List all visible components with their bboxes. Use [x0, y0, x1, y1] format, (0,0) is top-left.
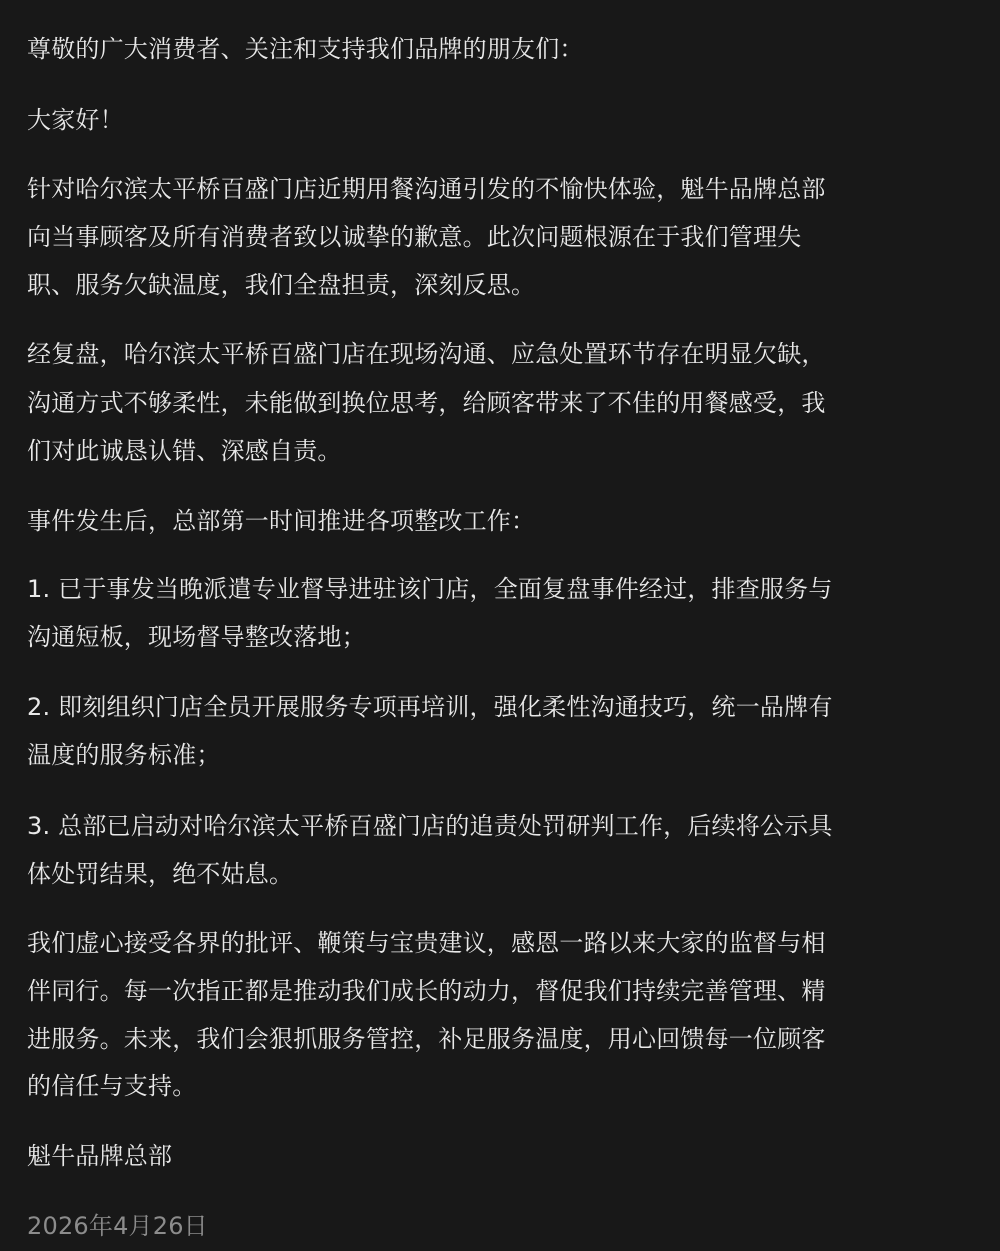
paragraph-4-line-3: 进服务。未来，我们会狠抓服务管控，补足服务温度，用心回馈每一位顾客	[27, 1025, 826, 1053]
paragraph-3-line: 事件发生后，总部第一时间推进各项整改工作：	[27, 507, 536, 535]
paragraph-2-line-2: 沟通方式不够柔性，未能做到换位思考，给顾客带来了不佳的用餐感受，我	[27, 389, 826, 417]
paragraph-4-line-4: 的信任与支持。	[27, 1072, 197, 1100]
item-3-line-1: 3. 总部已启动对哈尔滨太平桥百盛门店的追责处罚研判工作，后续将公示具	[27, 812, 833, 840]
item-1-line-2: 沟通短板，现场督导整改落地；	[27, 623, 366, 651]
paragraph-4-line-1: 我们虚心接受各界的批评、鞭策与宝贵建议，感恩一路以来大家的监督与相	[27, 929, 826, 957]
paragraph-2-line-1: 经复盘，哈尔滨太平桥百盛门店在现场沟通、应急处置环节存在明显欠缺，	[27, 340, 826, 368]
paragraph-1-line-1: 针对哈尔滨太平桥百盛门店近期用餐沟通引发的不愉快体验，魁牛品牌总部	[27, 175, 826, 203]
item-3-line-2: 体处罚结果，绝不姑息。	[27, 860, 294, 888]
item-2-line-1: 2. 即刻组织门店全员开展服务专项再培训，强化柔性沟通技巧，统一品牌有	[27, 693, 833, 721]
paragraph-4-line-2: 伴同行。每一次指正都是推动我们成长的动力，督促我们持续完善管理、精	[27, 977, 826, 1005]
date: 2026年4月26日	[27, 1212, 208, 1240]
paragraph-1-line-3: 职、服务欠缺温度，我们全盘担责，深刻反思。	[27, 271, 536, 299]
item-2-line-2: 温度的服务标准；	[27, 741, 221, 769]
signature: 魁牛品牌总部	[27, 1142, 173, 1170]
paragraph-1-line-2: 向当事顾客及所有消费者致以诚挚的歉意。此次问题根源在于我们管理失	[27, 223, 802, 251]
paragraph-2-line-3: 们对此诚恳认错、深感自责。	[27, 437, 342, 465]
greeting-line: 尊敬的广大消费者、关注和支持我们品牌的朋友们：	[27, 35, 584, 63]
item-1-line-1: 1. 已于事发当晚派遣专业督导进驻该门店，全面复盘事件经过，排查服务与	[27, 575, 833, 603]
salutation-line: 大家好！	[27, 106, 124, 134]
